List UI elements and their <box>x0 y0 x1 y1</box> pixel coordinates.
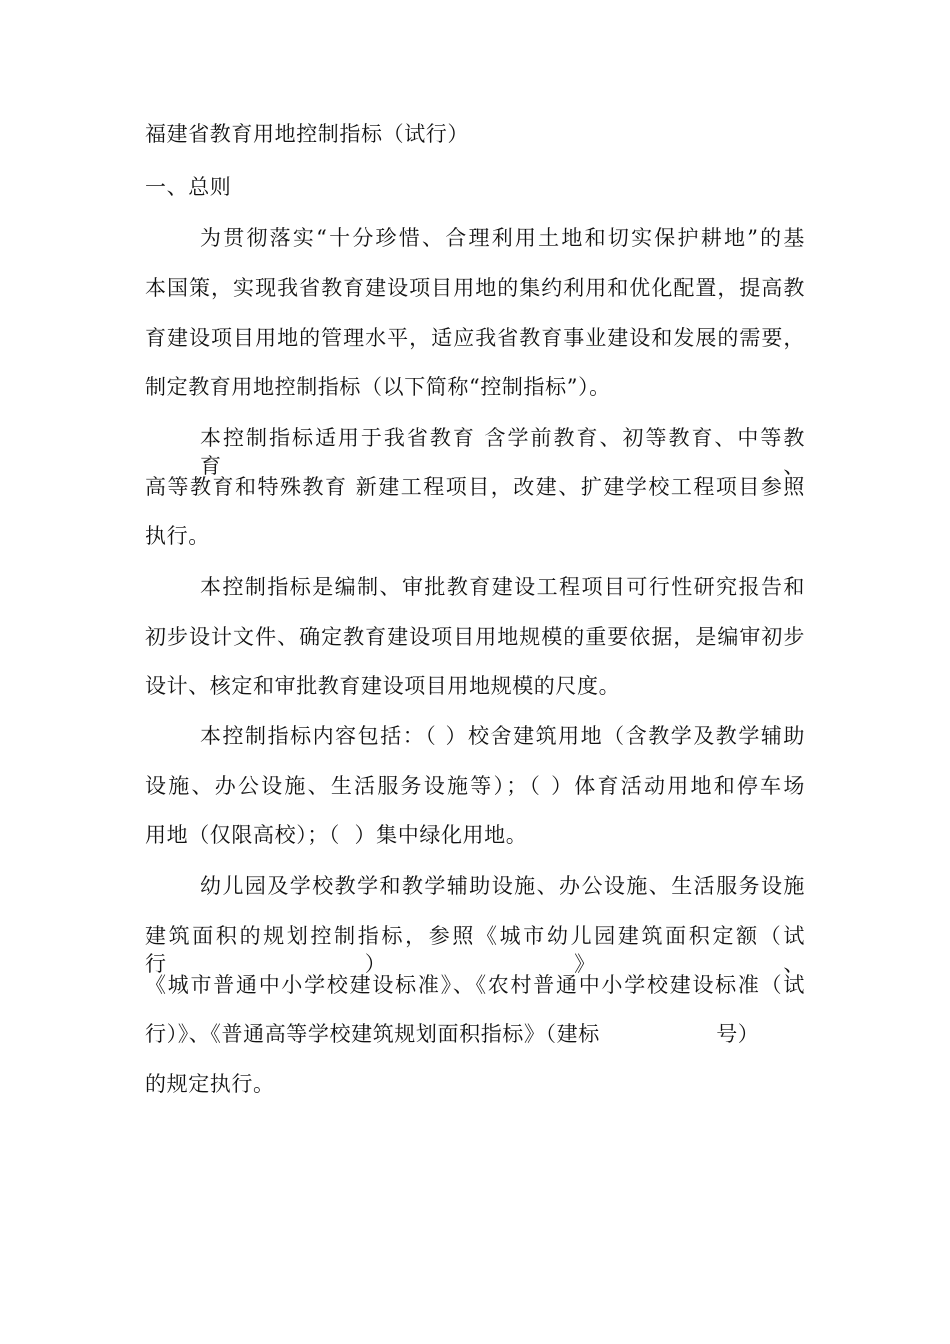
paragraph-5-line-4: 行）》、《普通高等学校建筑规划面积指标》（建标 号） <box>145 1022 760 1046</box>
paragraph-3-line-1: 本控制指标是编制、审批教育建设工程项目可行性研究报告和 <box>200 575 805 599</box>
section-heading: 一、总则 <box>145 175 232 199</box>
paragraph-1-line-4: 制定教育用地控制指标（以下简称“控制指标”）。 <box>145 375 611 399</box>
paragraph-4-line-2: 设施、办公设施、生活服务设施等）；（ ）体育活动用地和停车场 <box>145 774 805 798</box>
document-title: 福建省教育用地控制指标（试行） <box>145 122 469 146</box>
paragraph-1-line-1: 为贯彻落实“十分珍惜、合理利用土地和切实保护耕地”的基 <box>200 226 805 250</box>
paragraph-5-line-5: 的规定执行。 <box>145 1072 275 1096</box>
paragraph-1-line-3: 育建设项目用地的管理水平，适应我省教育事业建设和发展的需要， <box>145 326 805 350</box>
paragraph-5-line-3: 《城市普通中小学校建设标准》、《农村普通中小学校建设标准（试 <box>145 973 805 997</box>
paragraph-2-line-2: 高等教育和特殊教育 新建工程项目，改建、扩建学校工程项目参照 <box>145 475 805 499</box>
paragraph-3-line-3: 设计、核定和审批教育建设项目用地规模的尺度。 <box>145 674 621 698</box>
paragraph-3-line-2: 初步设计文件、确定教育建设项目用地规模的重要依据，是编审初步 <box>145 625 805 649</box>
paragraph-4-line-3: 用地（仅限高校）；（ ）集中绿化用地。 <box>145 823 528 847</box>
paragraph-5-line-1: 幼儿园及学校教学和教学辅助设施、办公设施、生活服务设施 <box>200 874 805 898</box>
paragraph-5-line-2: 建筑面积的规划控制指标，参照《城市幼儿园建筑面积定额（试行）》、 <box>145 924 805 976</box>
paragraph-4-line-1: 本控制指标内容包括：（ ）校舍建筑用地（含教学及教学辅助 <box>200 724 805 748</box>
paragraph-1-line-2: 本国策，实现我省教育建设项目用地的集约利用和优化配置，提高教 <box>145 276 805 300</box>
paragraph-2-line-1: 本控制指标适用于我省教育 含学前教育、初等教育、中等教育、 <box>200 426 805 478</box>
paragraph-2-line-3: 执行。 <box>145 524 210 548</box>
